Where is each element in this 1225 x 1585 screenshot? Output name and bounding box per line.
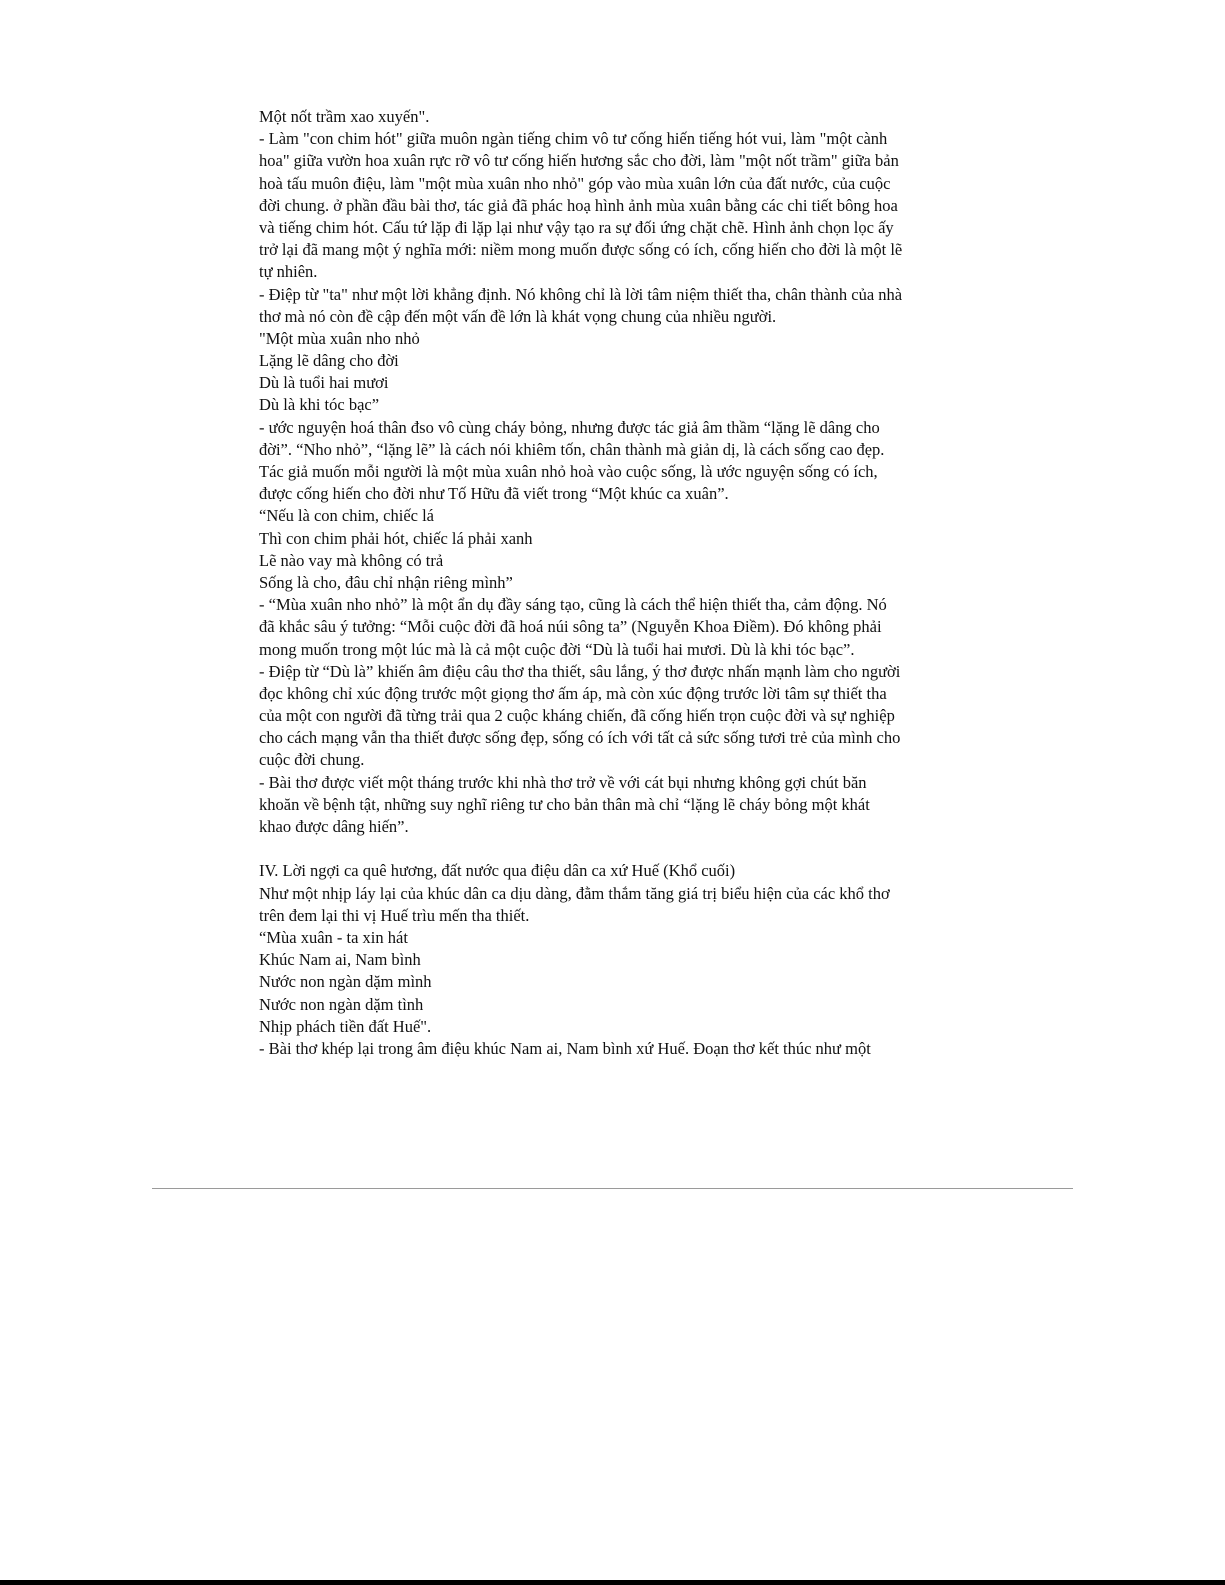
poem-line: Nước non ngàn dặm mình xyxy=(259,972,432,992)
text-line: Tác giả muốn mỗi người là một mùa xuân nhỏ hoà vào cuộc sống, là ước nguyện sống có ích, xyxy=(259,462,878,481)
poem-line: Lẽ nào vay mà không có trả xyxy=(259,550,444,570)
text-line: - Bài thơ được viết một tháng trước khi nhà thơ trở về với cát bụi nhưng không gợi chút băn xyxy=(259,772,867,792)
text-line: - Điệp từ "ta" như một lời khẳng định. Nó không chỉ là lời tâm niệm thiết tha, chân thành của nhà xyxy=(259,284,903,304)
text-line: khao được dâng hiến”. xyxy=(259,817,409,836)
text-line: Một nốt trầm xao xuyến". xyxy=(259,107,430,126)
text-line: trở lại đã mang một ý nghĩa mới: niềm mong muốn được sống có ích, cống hiến cho đời là một lẽ xyxy=(259,240,903,260)
text-line: cuộc đời chung. xyxy=(259,750,365,770)
section-heading: IV. Lời ngợi ca quê hương, đất nước qua điệu dân ca xứ Huế (Khổ cuối) xyxy=(259,861,736,881)
poem-line: Dù là khi tóc bạc” xyxy=(259,395,380,415)
poem-line: Nhịp phách tiền đất Huế". xyxy=(259,1016,432,1036)
text-line: trên đem lại thi vị Huế trìu mến tha thiết. xyxy=(259,905,530,925)
text-line: - Làm "con chim hót" giữa muôn ngàn tiếng chim vô tư cống hiến tiếng hót vui, làm "một cành xyxy=(259,129,888,149)
poem-line: Dù là tuổi hai mươi xyxy=(259,373,389,393)
blank-line xyxy=(259,838,969,860)
poem-line: Thì con chim phải hót, chiếc lá phải xanh xyxy=(259,528,533,548)
bottom-edge-bar xyxy=(0,1580,1225,1585)
text-line: hoa" giữa vườn hoa xuân rực rỡ vô tư cống hiến hương sắc cho đời, làm "một nốt trầm" giữa bản xyxy=(259,151,899,171)
text-line: Như một nhịp láy lại của khúc dân ca dịu dàng, đằm thắm tăng giá trị biểu hiện của các khổ thơ xyxy=(259,883,890,903)
poem-line: Nước non ngàn dặm tình xyxy=(259,994,424,1014)
text-line: đời chung. ở phần đầu bài thơ, tác giả đã phác hoạ hình ảnh mùa xuân bằng các chi tiết bông hoa xyxy=(259,195,898,215)
text-line: mong muốn trong một lúc mà là cả một cuộc đời “Dù là tuổi hai mươi. Dù là khi tóc bạc”. xyxy=(259,639,855,659)
text-line: tự nhiên. xyxy=(259,262,318,282)
page-divider xyxy=(152,1188,1073,1189)
text-line: đời”. “Nho nhỏ”, “lặng lẽ” là cách nói khiêm tốn, chân thành mà giản dị, là cách sống cao đẹp. xyxy=(259,439,885,459)
poem-line: Lặng lẽ dâng cho đời xyxy=(259,351,399,371)
text-line: cho cách mạng vẫn tha thiết được sống đẹp, sống có ích với tất cả sức sống tươi trẻ của mình cho xyxy=(259,728,901,748)
poem-line: “Mùa xuân - ta xin hát xyxy=(259,927,408,947)
text-line: thơ mà nó còn đề cập đến một vấn đề lớn là khát vọng chung của nhiều người. xyxy=(259,306,777,326)
text-line: - ước nguyện hoá thân đso vô cùng cháy bỏng, nhưng được tác giả âm thầm “lặng lẽ dâng cho xyxy=(259,417,880,437)
text-line: được cống hiến cho đời như Tố Hữu đã viết trong “Một khúc ca xuân”. xyxy=(259,484,729,504)
text-line: đọc không chỉ xúc động trước một giọng thơ ấm áp, mà còn xúc động trước lời tâm sự thiết tha xyxy=(259,683,887,703)
text-line: và tiếng chim hót. Cấu tứ lặp đi lặp lại như vậy tạo ra sự đối ứng chặt chẽ. Hình ảnh chọn lọc ấy xyxy=(259,217,894,237)
text-line: - “Mùa xuân nho nhỏ” là một ẩn dụ đầy sáng tạo, cũng là cách thể hiện thiết tha, cảm động. Nó xyxy=(259,595,887,615)
document-body xyxy=(259,106,969,1060)
poem-line: “Nếu là con chim, chiếc lá xyxy=(259,506,434,526)
poem-line: Khúc Nam ai, Nam bình xyxy=(259,950,421,970)
text-line: của một con người đã từng trải qua 2 cuộc kháng chiến, đã cống hiến trọn cuộc đời và sự nghiệp xyxy=(259,706,895,726)
poem-line: Sống là cho, đâu chỉ nhận riêng mình” xyxy=(259,572,513,592)
text-line: khoăn về bệnh tật, những suy nghĩ riêng tư cho bản thân mà chỉ “lặng lẽ cháy bỏng một khát xyxy=(259,794,870,814)
text-line: hoà tấu muôn điệu, làm "một mùa xuân nho nhỏ" góp vào mùa xuân lớn của đất nước, của cuộc xyxy=(259,173,891,193)
text-line: đã khắc sâu ý tưởng: “Mỗi cuộc đời đã hoá núi sông ta” (Nguyễn Khoa Điềm). Đó không phải xyxy=(259,617,882,637)
text-line: - Bài thơ khép lại trong âm điệu khúc Nam ai, Nam bình xứ Huế. Đoạn thơ kết thúc như một xyxy=(259,1038,871,1058)
text-line: - Điệp từ “Dù là” khiến âm điệu câu thơ tha thiết, sâu lắng, ý thơ được nhấn mạnh làm cho người xyxy=(259,661,901,681)
poem-line: "Một mùa xuân nho nhỏ xyxy=(259,328,420,348)
